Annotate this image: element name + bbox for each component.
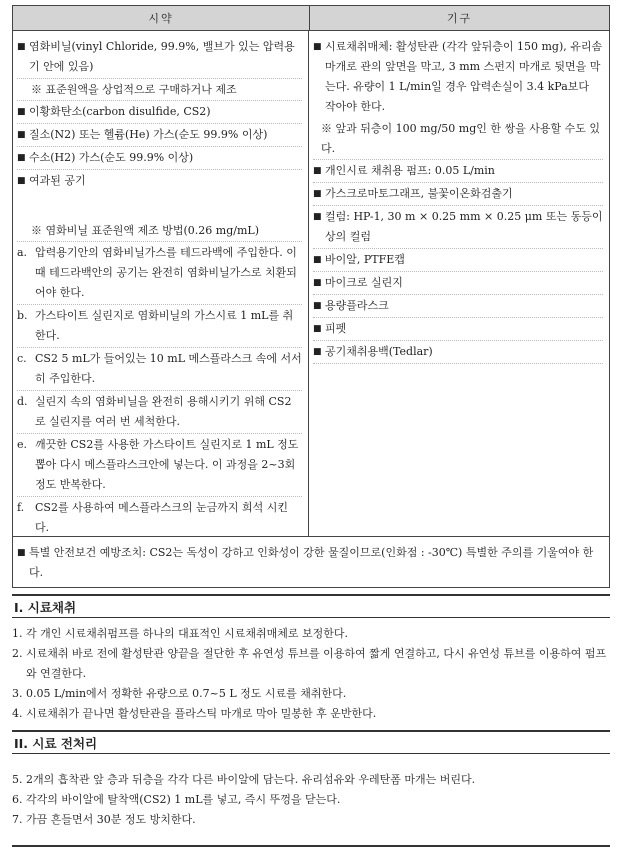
bullet-icon: ■ bbox=[313, 42, 322, 52]
instruments-column bbox=[309, 31, 609, 536]
bullet-icon: ■ bbox=[17, 130, 26, 140]
bottom-rule bbox=[12, 845, 610, 847]
safety-note: ■ 특별 안전보건 예방조치: CS2는 독성이 강하고 인화성이 강한 물질이므로(인화점 : -30℃) 특별한 주의를 기울여야 한다. bbox=[13, 537, 609, 587]
list-item: 3. 0.05 L/min에서 정확한 유량으로 0.7~5 L 정도 시료를 채취한다. bbox=[12, 687, 347, 700]
instrument-item: ■ 시료채취매체: 활성탄관 (각각 앞뒤층이 150 mg), 유리솜 마개로 관의 앞면을 막고, 3 mm 스펀지 마개로 뒷면을 막는다. 유량이 1 L/min일 경우 압력손실이 3.4 kPa보다 작아야 한다. bbox=[313, 37, 603, 118]
section-title-sampling: I. 시료채취 bbox=[12, 594, 610, 618]
bullet-icon: ■ bbox=[17, 107, 26, 117]
reagent-item: ■ 이황화탄소(carbon disulfide, CS2) bbox=[17, 102, 302, 124]
bullet-icon: ■ bbox=[17, 42, 26, 52]
list-item: 1. 각 개인 시료채취펌프를 하나의 대표적인 시료채취매체로 보정한다. bbox=[12, 627, 349, 640]
reagent-item: ■ 수소(H2) 가스(순도 99.9% 이상) bbox=[17, 148, 302, 170]
prep-step: a. 압력용기안의 염화비닐가스를 테드라백에 주입한다. 이 때 테드라백안의 공기는 완전히 염화비닐가스로 치환되어야 한다. bbox=[17, 243, 302, 305]
table-header bbox=[13, 6, 609, 31]
reagent-instrument-table bbox=[12, 5, 610, 588]
bullet-icon: ■ bbox=[313, 189, 322, 199]
bullet-icon: ■ bbox=[17, 548, 26, 558]
reagent-item: ■ 염화비닐(vinyl Chloride, 99.9%, 밸브가 있는 압력용기 안에 있음) bbox=[17, 37, 302, 79]
bullet-icon: ■ bbox=[313, 212, 322, 222]
instrument-item: ■ 공기채취용백(Tedlar) bbox=[313, 342, 603, 364]
instruments-header: 기구 bbox=[446, 12, 473, 25]
bullet-icon: ■ bbox=[17, 176, 26, 186]
reagent-note: ※ 표준원액을 상업적으로 구매하거나 제조 bbox=[17, 80, 302, 101]
prep-step: b. 가스타이트 실린지로 염화비닐의 가스시료 1 mL를 취한다. bbox=[17, 306, 302, 348]
section-title-pretreatment: II. 시료 전처리 bbox=[12, 730, 610, 754]
instrument-item: ■ 마이크로 실린지 bbox=[313, 273, 603, 295]
bullet-icon: ■ bbox=[313, 278, 322, 288]
reagents-header: 시약 bbox=[13, 6, 310, 30]
list-item: 5. 2개의 흡착관 앞 층과 뒤층을 각각 다른 바이알에 담는다. 유리섬유와 우레탄폼 마개는 버린다. bbox=[12, 773, 476, 786]
list-item: 2. 시료채취 바로 전에 활성탄관 양끝을 절단한 후 유연성 튜브를 이용하여 짧게 연결하고, 다시 유연성 튜브를 이용하여 펌프와 연결한다. bbox=[12, 647, 607, 680]
bullet-icon: ■ bbox=[313, 166, 322, 176]
prep-title: ※ 염화비닐 표준원액 제조 방법(0.26 mg/mL) bbox=[17, 221, 302, 242]
bullet-icon: ■ bbox=[313, 324, 322, 334]
instrument-item: ■ 바이알, PTFE캡 bbox=[313, 250, 603, 272]
instrument-note: ※ 앞과 뒤층이 100 mg/50 mg인 한 쌍을 사용할 수도 있다. bbox=[313, 119, 603, 160]
bullet-icon: ■ bbox=[17, 153, 26, 163]
bullet-icon: ■ bbox=[313, 347, 322, 357]
list-item: 4. 시료채취가 끝나면 활성탄관을 플라스틱 마개로 막아 밀봉한 후 운반한다. bbox=[12, 707, 377, 720]
prep-step: e. 깨끗한 CS2를 사용한 가스타이트 실린지로 1 mL 정도 뽑아 다시 메스플라스크안에 넣는다. 이 과정을 2~3회 정도 반복한다. bbox=[17, 435, 302, 497]
reagent-item: ■ 질소(N2) 또는 헬륨(He) 가스(순도 99.9% 이상) bbox=[17, 125, 302, 147]
bullet-icon: ■ bbox=[313, 255, 322, 265]
reagents-column bbox=[13, 31, 309, 536]
prep-step: c. CS2 5 mL가 들어있는 10 mL 메스플라스크 속에 서서히 주입한다. bbox=[17, 349, 302, 391]
instrument-item: ■ 개인시료 채취용 펌프: 0.05 L/min bbox=[313, 161, 603, 183]
instrument-item: ■ 피펫 bbox=[313, 319, 603, 341]
sampling-list bbox=[12, 624, 610, 724]
bullet-icon: ■ bbox=[313, 301, 322, 311]
instrument-item: ■ 컬럼: HP-1, 30 m × 0.25 mm × 0.25 μm 또는 동등이상의 컬럼 bbox=[313, 207, 603, 249]
pretreatment-list bbox=[12, 770, 610, 830]
prep-step: d. 실린지 속의 염화비닐을 완전히 용해시키기 위해 CS2로 실린지를 여러 번 세척한다. bbox=[17, 392, 302, 434]
list-item: 6. 각각의 바이알에 탈착액(CS2) 1 mL를 넣고, 즉시 뚜껑을 닫는다. bbox=[12, 793, 341, 806]
reagent-item: ■ 여과된 공기 bbox=[17, 171, 302, 192]
list-item: 7. 가끔 흔들면서 30분 정도 방치한다. bbox=[12, 813, 196, 826]
table-body bbox=[13, 31, 609, 537]
prep-step: f. CS2를 사용하여 메스플라스크의 눈금까지 희석 시킨다. bbox=[17, 501, 288, 534]
instrument-item: ■ 용량플라스크 bbox=[313, 296, 603, 318]
instrument-item: ■ 가스크로마토그래프, 불꽃이온화검출기 bbox=[313, 184, 603, 206]
